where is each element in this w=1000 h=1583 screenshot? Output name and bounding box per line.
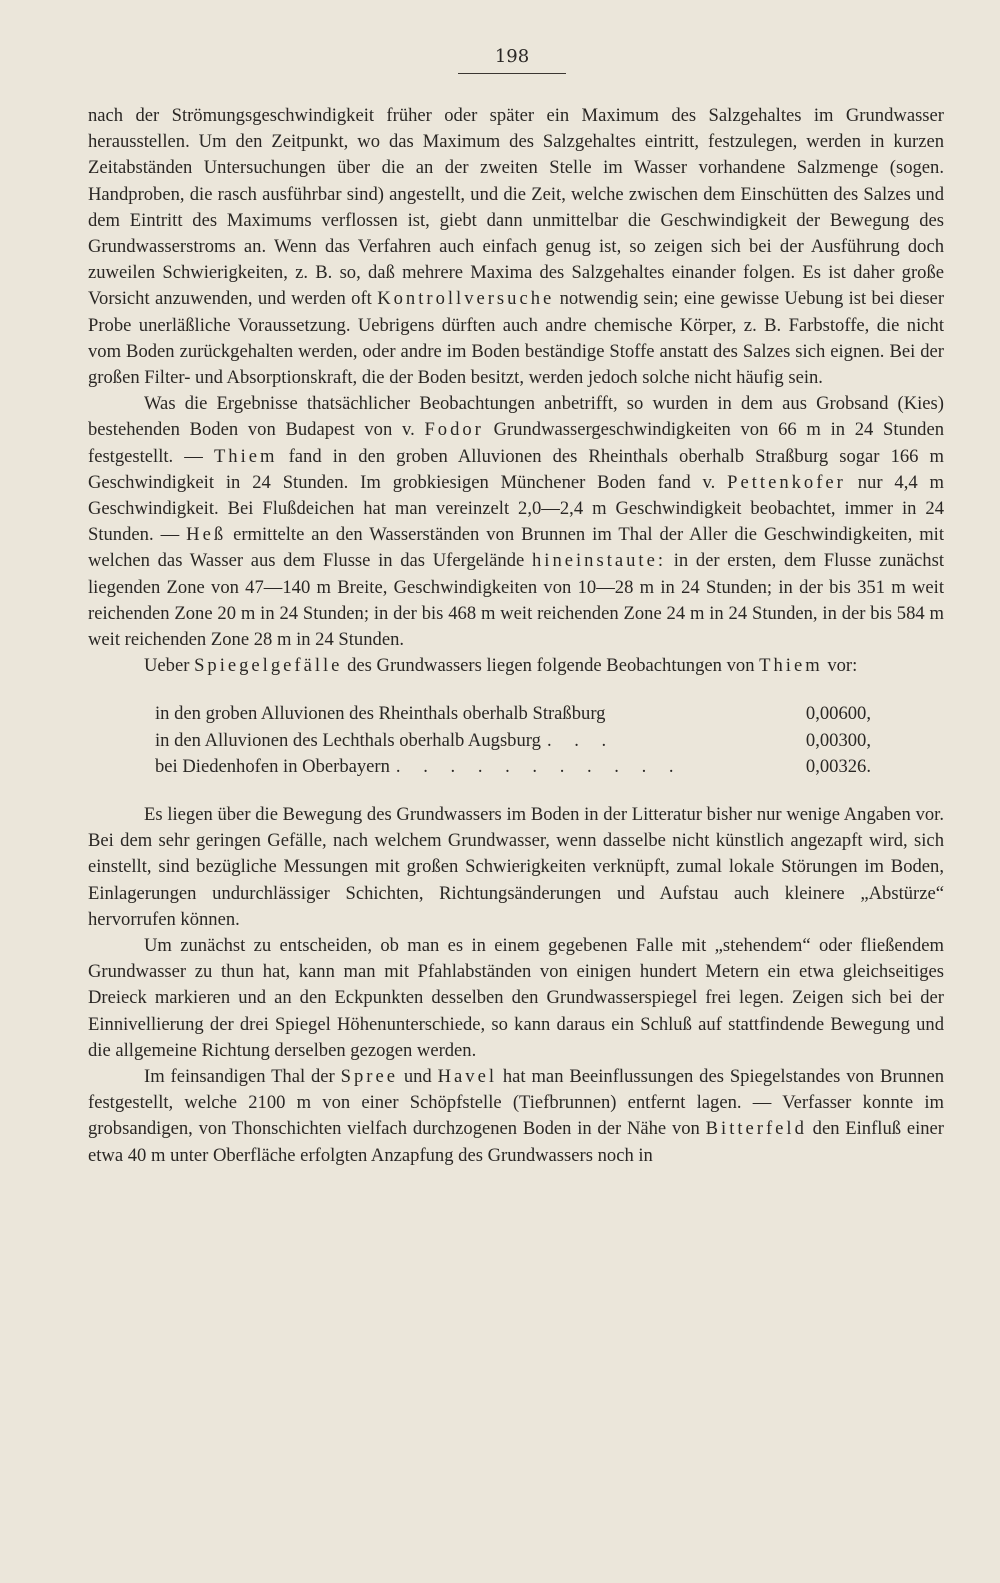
spaced-name: Thiem xyxy=(759,655,823,677)
paragraph-5 xyxy=(88,933,944,1064)
spaced-term: Spiegelgefälle xyxy=(194,655,343,677)
spaced-name: Thiem xyxy=(213,445,278,467)
row-value: 0,00326. xyxy=(805,755,871,777)
text-run: und xyxy=(397,1066,438,1088)
row-label: bei Diedenhofen in Oberbayern xyxy=(155,755,390,777)
paragraph-1 xyxy=(88,103,944,391)
spaced-name: Pettenkofer xyxy=(727,471,846,493)
paragraph-4 xyxy=(88,802,944,933)
table-row xyxy=(155,701,871,727)
text-run: notwendig sein; eine gewisse Uebung ist bei dieser Probe unerläßliche Voraussetzung. Uebrigens dürften auch andre chemische Körper, z. B. Farbstoffe, die nicht vom Boden zurückgehalten werden, oder andre im Boden beständige Stoffe anstatt des Salzes sich eignen. Bei der großen Filter- und Absorptionskraft, die der Boden besitzt, werden jedoch solche nicht häufig sein. xyxy=(88,288,945,389)
spaced-term: hineinstaute: xyxy=(531,550,666,572)
text-run: Um zunächst zu entscheiden, ob man es in einem gegebenen Falle mit „stehendem“ oder fließendem Grundwasser zu thun hat, kann man mit Pfahlabständen von einigen hundert Metern ein etwa gleichseitiges Dreieck markieren und an den Eckpunkten desselben den Grundwasserspiegel frei legen. Zeigen sich bei der Einnivellierung der drei Spiegel Höhenunterschiede, so kann daraus ein Schluß auf stattfindende Bewegung und die allgemeine Richtung derselben gezogen werden. xyxy=(88,935,944,1061)
text-run: ermittelte an den Wasserständen von Brunnen im Thal der Aller die Geschwindigkeiten, mit welchen das Wasser aus dem Flusse in das Ufergelände xyxy=(88,524,944,572)
row-label: in den groben Alluvionen des Rheinthals oberhalb Straßburg xyxy=(155,703,606,725)
text-run: Was die Ergebnisse thatsächlicher Beobachtungen anbetrifft, so wurden in dem aus Grobsand (Kies) bestehenden Boden von Budapest von v. xyxy=(88,393,944,441)
text-run: nach der Strömungsgeschwindigkeit früher oder später ein Maximum des Salzgehaltes im Grundwasser herausstellen. Um den Zeitpunkt, wo das Maximum des Salzgehaltes eintritt, festzulegen, werden in kurzen Zeitabständen Untersuchungen über die an der zweiten Stelle im Wasser vorhandene Salzmenge (sogen. Handproben, die rasch ausführbar sind) angestellt, und die Zeit, welche zwischen dem Einschütten des Salzes und dem Eintritt des Maximums verflossen ist, giebt dann unmittelbar die Geschwindigkeit der Bewegung des Grundwasserstroms an. Wenn das Verfahren auch einfach genug ist, so zeigen sich bei der Ausführung doch zuweilen Schwierigkeiten, z. B. so, daß mehrere Maxima des Salzgehaltes einander folgen. Es ist daher große Vorsicht anzuwenden, und werden oft xyxy=(88,105,944,310)
text-run: Es liegen über die Bewegung des Grundwassers im Boden in der Litteratur bisher nur wenige Angaben vor. Bei dem sehr geringen Gefälle, nach welchem Grundwasser, wenn dasselbe nicht künstlich angezapft wird, sich einstellt, sind bezügliche Messungen mit großen Schwierigkeiten verknüpft, zumal lokale Störungen im Boden, Einlagerungen undurchlässiger Schichten, Richtungsänderungen und Aufstau auch kleinere „Abstürze“ hervorrufen können. xyxy=(88,804,944,930)
paragraph-2 xyxy=(88,391,944,653)
spaced-name: Havel xyxy=(437,1066,498,1088)
page-number-rule xyxy=(458,73,566,74)
text-run: hat man Beeinflussungen des Spiegelstandes von Brunnen festgestellt, welche 2100 m von einer Schöpfstelle (Tiefbrunnen) entfernt lagen. — Verfasser konnte im grobsandigen, von Thonschichten vielfach durchzogenen Boden in der Nähe von xyxy=(88,1066,944,1140)
gradient-table xyxy=(155,701,871,780)
row-label: in den Alluvionen des Lechthals oberhalb Augsburg xyxy=(155,729,541,751)
row-value: 0,00300, xyxy=(805,729,871,751)
text-run: des Grundwassers liegen folgende Beobachtungen von xyxy=(342,655,760,677)
text-run: Ueber xyxy=(144,655,195,677)
text-run: nur 4,4 m Geschwindigkeit. Bei Flußdeichen hat man vereinzelt 2,0—2,4 m Geschwindigkeit beobachtet, immer in 24 Stunden. — xyxy=(88,471,945,546)
spaced-name: Spree xyxy=(340,1066,398,1088)
text-run: in der ersten, dem Flusse zunächst liegenden Zone von 47—140 m Breite, Geschwindigkeiten von 10—28 m in 24 Stunden; in der bis 351 m weit reichenden Zone 20 m in 24 Stunden; in der bis 468 m weit reichenden Zone 24 m in 24 Stunden, in der bis 584 m weit reichenden Zone 28 m in 24 Stunden. xyxy=(88,550,944,651)
table-row xyxy=(155,728,871,754)
spaced-name: Heß xyxy=(186,524,227,546)
row-value: 0,00600, xyxy=(805,703,871,725)
text-run: vor: xyxy=(822,655,858,677)
leader-dots: . . . . . . . . . . . xyxy=(395,755,683,777)
spaced-term: Kontrollversuche xyxy=(377,288,555,310)
body-text xyxy=(88,103,944,1169)
text-run: Im feinsandigen Thal der xyxy=(144,1066,341,1088)
text-run: Grundwassergeschwindigkeiten von 66 m in 24 Stunden festgestellt. — xyxy=(88,419,944,467)
paragraph-6 xyxy=(88,1064,944,1169)
spaced-name: Fodor xyxy=(424,419,484,441)
leader-dots: . . . xyxy=(546,729,616,751)
text-run: fand in den groben Alluvionen des Rheinthals oberhalb Straßburg sogar 166 m Geschwindigkeit in 24 Stunden. Im grobkiesigen Münchener Boden fand v. xyxy=(88,445,945,493)
table-row xyxy=(155,754,871,780)
page-number: 198 xyxy=(494,46,530,67)
paragraph-3 xyxy=(88,653,944,679)
text-run: den Einfluß einer etwa 40 m unter Oberfläche erfolgten Anzapfung des Grundwassers noch in xyxy=(88,1118,944,1166)
spaced-name: Bitterfeld xyxy=(705,1118,807,1140)
